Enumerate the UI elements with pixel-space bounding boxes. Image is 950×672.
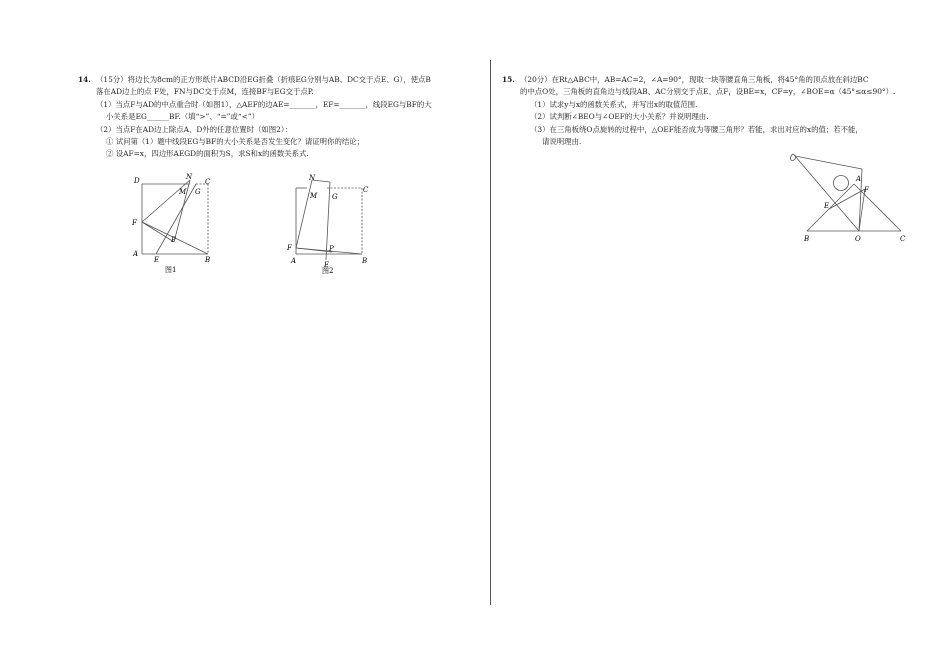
problem-15-number: 15. xyxy=(502,75,515,84)
fig15-label-E: E xyxy=(824,202,830,210)
fig1-label-C: C xyxy=(205,178,211,186)
column-divider xyxy=(490,60,491,605)
problem-15-line-1: （20分）在Rt△ABC中，AB=AC=2，∠A=90°，现取一块等腰直角三角板，将45°角的顶点放在斜边BC xyxy=(520,75,869,84)
fig1-label-M: M xyxy=(179,188,187,196)
problem-14-line-5: （2）当点F在AD边上除点A、D外的任意位置时（如图2）： xyxy=(96,124,292,134)
figure-15 xyxy=(780,148,912,246)
problem-14-line-3: （1）当点F与AD的中点重合时（如图1），△AEF的边AE=_______，EF=_______，线段EG与BF的大 xyxy=(96,99,432,109)
fig15-label-A: A xyxy=(856,175,862,183)
problem-14-number: 14. xyxy=(78,75,91,84)
problem-14-line-7: ② 设AF=x，四边形AEGD的面积为S，求S和x的函数关系式. xyxy=(106,149,309,159)
problem-15-line-5: （3）在三角板绕O点旋转的过程中，△OEF能否成为等腰三角形？若能，求出对应的x的值；若不能， xyxy=(530,124,863,134)
fig1-caption: 图1 xyxy=(165,266,177,274)
problem-14-line-6: ① 试问第（1）题中线段EG与BF的大小关系是否发生变化？请证明你的结论； xyxy=(106,137,365,147)
figure-2 xyxy=(284,172,376,278)
fig1-label-G: G xyxy=(195,188,201,196)
fig2-label-E: E xyxy=(324,261,330,269)
problem-14 xyxy=(78,74,432,161)
fig2-caption: 图2 xyxy=(322,267,334,275)
problem-15-line-4: （2）试判断∠BEO与∠OEF的大小关系？并说明理由. xyxy=(530,112,709,122)
fig2-label-N: N xyxy=(309,174,316,182)
fig2-label-F: F xyxy=(287,244,292,252)
problem-15 xyxy=(502,74,895,148)
fig15-label-F: F xyxy=(864,186,869,194)
problem-15-line-2: 的中点O处，三角板的直角边与线段AB、AC分别交于点E、点F，设BE=x，CF=y，∠BOE=α（45°≤α≤90°）. xyxy=(520,87,896,97)
fig2-label-P: P xyxy=(329,245,334,253)
fig2-label-B: B xyxy=(362,257,368,265)
problem-15-line-3: （1）试求y与x的函数关系式，并写出x的取值范围. xyxy=(530,99,698,109)
fig1-label-P: P xyxy=(171,236,176,244)
problem-14-line-2: 落在AD边上的点 F处，FN与DC交于点M，连接BF与EG交于点P. xyxy=(96,87,314,97)
fig15-label-C: C xyxy=(900,235,906,243)
problem-14-line-1: （15分）将边长为8cm的正方形纸片ABCD沿EG折叠（折痕EG分别与AB、DC交于点E、G），使点B xyxy=(96,75,431,84)
fig2-label-M: M xyxy=(310,192,318,200)
fig1-label-D: D xyxy=(134,177,140,185)
fig1-label-E: E xyxy=(154,256,160,264)
problem-15-line-6: 请说明理由. xyxy=(542,137,582,147)
fig1-label-A: A xyxy=(133,250,139,258)
problem-14-line-4: 小关系是EG______BF.（填“>”、“=”或“<”） xyxy=(106,112,259,122)
figure-1 xyxy=(128,172,220,278)
fig2-label-A: A xyxy=(291,257,297,265)
fig1-label-F: F xyxy=(132,219,137,227)
fig1-label-N: N xyxy=(186,173,193,181)
fig2-label-G: G xyxy=(332,193,338,201)
fig2-label-C: C xyxy=(363,186,369,194)
fig15-label-O: O xyxy=(855,235,861,243)
fig15-label-B: B xyxy=(804,235,810,243)
fig1-label-B: B xyxy=(205,256,211,264)
